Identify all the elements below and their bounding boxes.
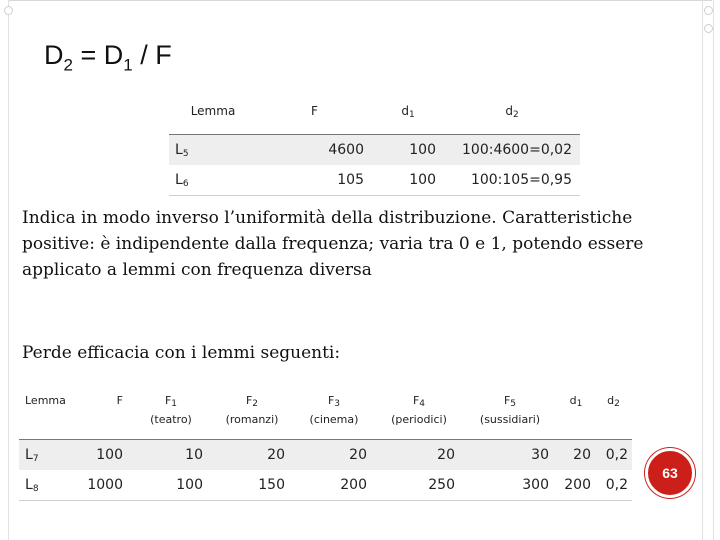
cell-d1: 100 [372, 135, 444, 166]
header-lemma: Lemma [19, 386, 75, 440]
cell-f1: 10 [131, 440, 211, 471]
cell-f3: 200 [293, 470, 375, 501]
page-number-badge: 63 [645, 448, 695, 498]
header-d2: d2 [595, 386, 632, 440]
cell-f3: 20 [293, 440, 375, 471]
slide-frame-left [8, 0, 10, 540]
cell-d2: 100:4600=0,02 [444, 135, 580, 166]
cell-d2: 100:105=0,95 [444, 165, 580, 196]
table-row [169, 165, 580, 196]
header-f2: F2 (romanzi) [211, 386, 293, 440]
cell-f5: 30 [463, 440, 557, 471]
cell-f5: 300 [463, 470, 557, 501]
header-f5: F5 (sussidiari) [463, 386, 557, 440]
cell-f1: 100 [131, 470, 211, 501]
frequency-table [169, 100, 580, 196]
cell-f: 1000 [75, 470, 131, 501]
header-f: F [257, 100, 372, 135]
header-d1: d1 [372, 100, 444, 135]
cell-f: 100 [75, 440, 131, 471]
cell-f4: 20 [375, 440, 463, 471]
frame-dot-top-left [4, 6, 13, 15]
header-d1: d1 [557, 386, 595, 440]
slide-frame-top [8, 0, 712, 2]
subcorpus-table [19, 386, 632, 501]
cell-lemma: L5 [169, 135, 257, 166]
cell-f: 4600 [257, 135, 372, 166]
cell-f: 105 [257, 165, 372, 196]
header-f4: F4 (periodici) [375, 386, 463, 440]
cell-d2: 0,2 [595, 440, 632, 471]
table-header-row [169, 100, 580, 135]
header-f3: F3 (cinema) [293, 386, 375, 440]
cell-lemma: L7 [19, 440, 75, 471]
header-lemma: Lemma [169, 100, 257, 135]
header-f: F [75, 386, 131, 440]
cell-d1: 100 [372, 165, 444, 196]
frame-dot-top-right [704, 6, 713, 15]
table-header-row [19, 386, 632, 440]
description-paragraph: Indica in modo inverso l’uniformità della distribuzione. Caratteristiche positive: è indipendente dalla frequenza; varia tra 0 e 1, potendo essere applicato a lemmi con frequenza diversa [22, 208, 644, 280]
cell-d2: 0,2 [595, 470, 632, 501]
cell-lemma: L8 [19, 470, 75, 501]
cell-f4: 250 [375, 470, 463, 501]
table-row [169, 135, 580, 166]
header-f1: F1 (teatro) [131, 386, 211, 440]
lead-in-paragraph: Perde efficacia con i lemmi seguenti: [22, 343, 341, 363]
cell-lemma: L6 [169, 165, 257, 196]
cell-f2: 150 [211, 470, 293, 501]
cell-f2: 20 [211, 440, 293, 471]
cell-d1: 200 [557, 470, 595, 501]
cell-d1: 20 [557, 440, 595, 471]
table-row [19, 440, 632, 471]
frame-dot-right [704, 24, 713, 33]
slide-frame-right [702, 0, 714, 540]
header-d2: d2 [444, 100, 580, 135]
table-row [19, 470, 632, 501]
slide-title: $D_2 = D_1 / F$ [44, 40, 172, 75]
